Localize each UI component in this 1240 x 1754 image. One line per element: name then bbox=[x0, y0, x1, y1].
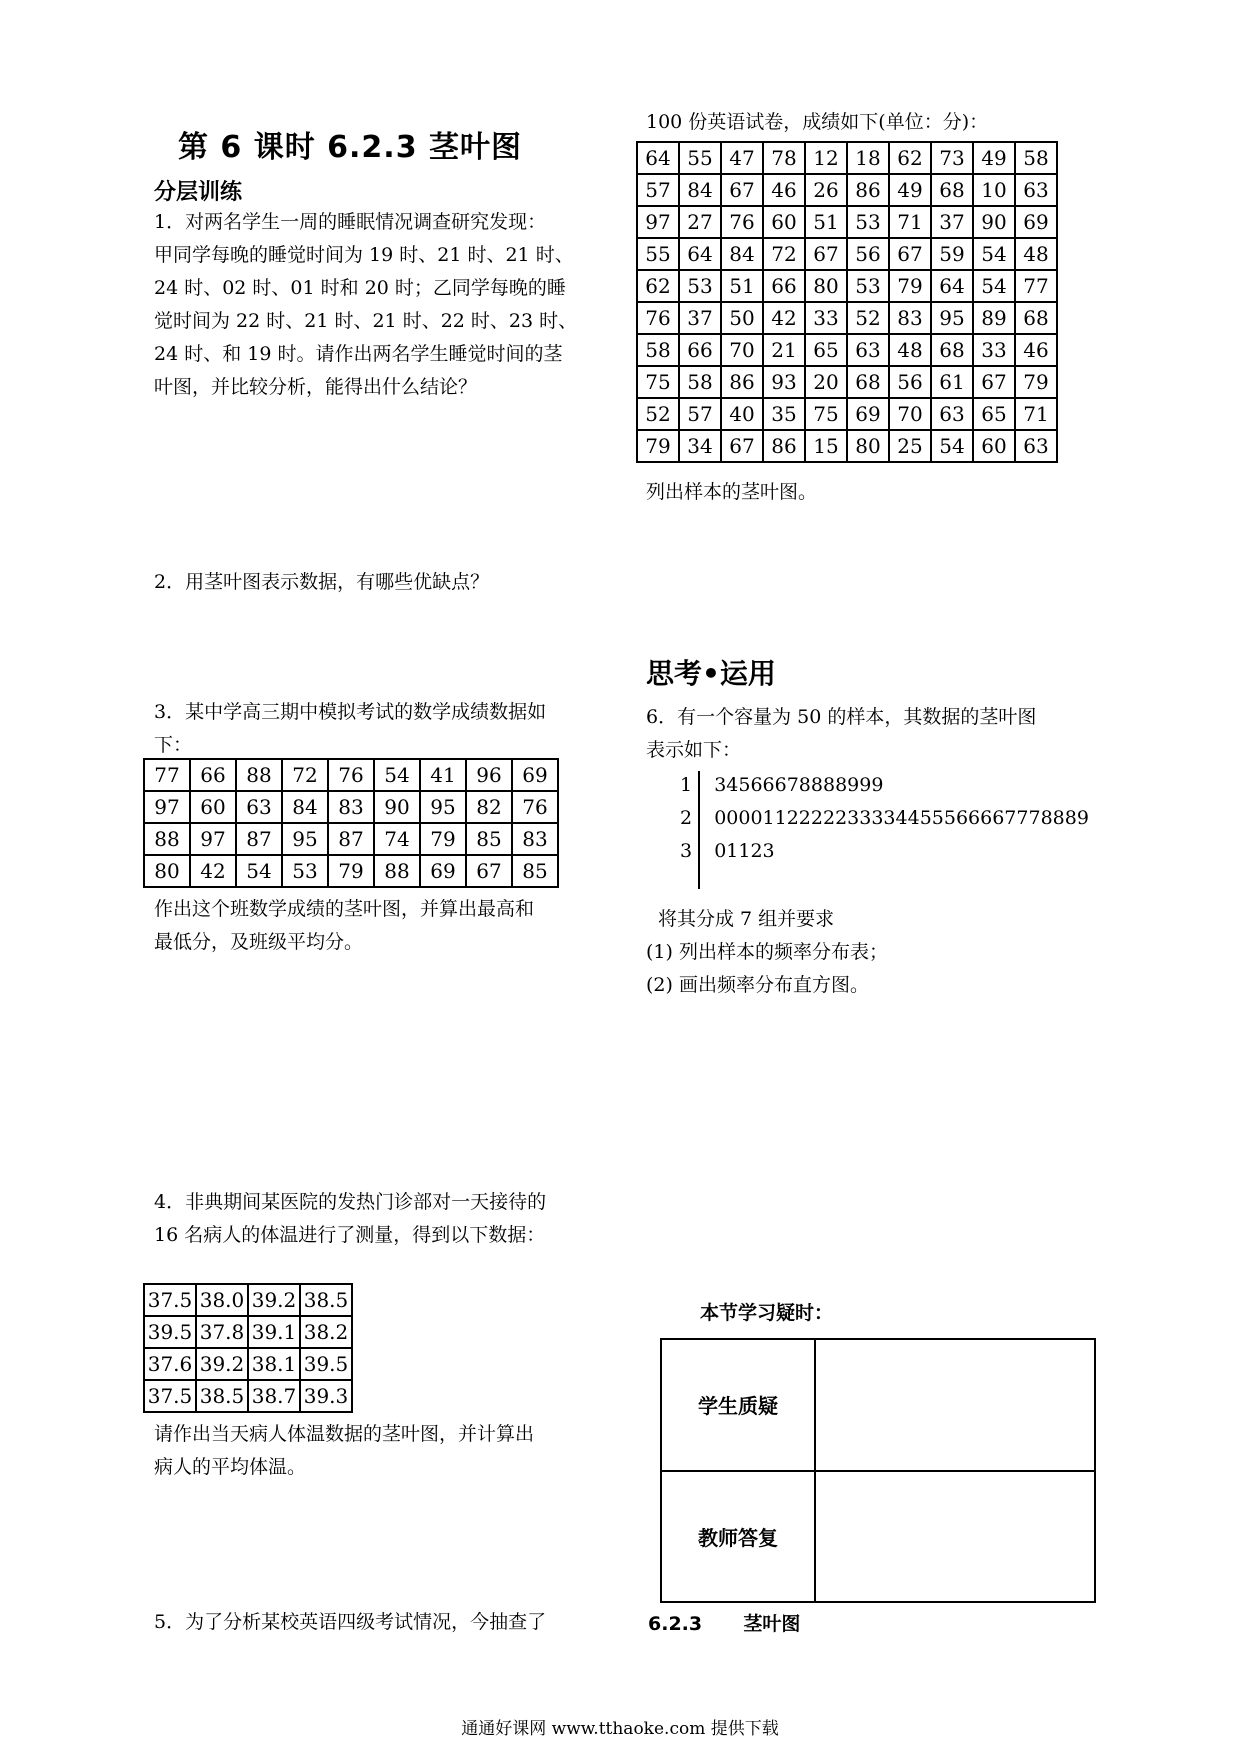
table-cell: 37.5 bbox=[144, 1284, 196, 1316]
table-cell: 72 bbox=[282, 759, 328, 791]
table-cell: 39.2 bbox=[248, 1284, 300, 1316]
table-cell: 25 bbox=[889, 430, 931, 462]
table-cell: 69 bbox=[1015, 206, 1057, 238]
table-cell: 88 bbox=[374, 855, 420, 887]
table-cell: 82 bbox=[466, 791, 512, 823]
table-cell: 54 bbox=[931, 430, 973, 462]
q6-line: 表示如下： bbox=[646, 739, 742, 761]
table-cell: 56 bbox=[847, 238, 889, 270]
table-cell: 69 bbox=[512, 759, 558, 791]
question-3 bbox=[154, 696, 624, 762]
table-cell: 75 bbox=[637, 366, 679, 398]
table-row bbox=[144, 791, 558, 823]
table-cell: 35 bbox=[763, 398, 805, 430]
table-cell: 42 bbox=[763, 302, 805, 334]
table-cell: 63 bbox=[847, 334, 889, 366]
table-cell: 58 bbox=[637, 334, 679, 366]
q5-instructions: 列出样本的茎叶图。 bbox=[646, 481, 818, 503]
table-cell: 87 bbox=[236, 823, 282, 855]
table-cell: 60 bbox=[973, 430, 1015, 462]
table-cell: 80 bbox=[847, 430, 889, 462]
table-cell: 37.6 bbox=[144, 1348, 196, 1380]
table-row bbox=[144, 823, 558, 855]
table-cell: 84 bbox=[679, 174, 721, 206]
table-cell: 21 bbox=[763, 334, 805, 366]
table-cell: 40 bbox=[721, 398, 763, 430]
table-cell: 65 bbox=[973, 398, 1015, 430]
table-cell: 95 bbox=[931, 302, 973, 334]
section-layered-heading: 分层训练 bbox=[154, 180, 243, 205]
table-cell: 10 bbox=[973, 174, 1015, 206]
table-cell: 79 bbox=[328, 855, 374, 887]
table-cell: 95 bbox=[420, 791, 466, 823]
table-row bbox=[637, 174, 1057, 206]
table-cell: 37 bbox=[679, 302, 721, 334]
table-row bbox=[637, 142, 1057, 174]
table-cell: 86 bbox=[721, 366, 763, 398]
q3-after-line: 最低分，及班级平均分。 bbox=[154, 931, 364, 953]
table-cell: 74 bbox=[374, 823, 420, 855]
q4-after-line: 病人的平均体温。 bbox=[154, 1456, 307, 1478]
table-cell: 83 bbox=[512, 823, 558, 855]
table-cell: 70 bbox=[721, 334, 763, 366]
stem-row bbox=[680, 840, 775, 862]
leaf-values: 0000112222233334455566667778889 bbox=[714, 807, 1089, 829]
q5-english-score-table bbox=[636, 141, 1058, 463]
table-cell: 67 bbox=[973, 366, 1015, 398]
q4-line: 4．非典期间某医院的发热门诊部对一天接待的 bbox=[154, 1191, 547, 1213]
section-code: 6.2.3 bbox=[648, 1613, 703, 1635]
table-row bbox=[637, 334, 1057, 366]
table-cell: 79 bbox=[1015, 366, 1057, 398]
table-cell: 66 bbox=[190, 759, 236, 791]
table-cell: 83 bbox=[889, 302, 931, 334]
table-cell: 53 bbox=[847, 206, 889, 238]
leaf-values: 34566678888999 bbox=[714, 774, 884, 796]
table-cell: 53 bbox=[679, 270, 721, 302]
student-question-label: 学生质疑 bbox=[661, 1339, 815, 1471]
table-cell: 20 bbox=[805, 366, 847, 398]
table-cell: 67 bbox=[721, 430, 763, 462]
table-cell: 38.0 bbox=[196, 1284, 248, 1316]
table-cell: 55 bbox=[637, 238, 679, 270]
table-row bbox=[637, 430, 1057, 462]
table-cell: 73 bbox=[931, 142, 973, 174]
table-cell: 88 bbox=[144, 823, 190, 855]
table-cell: 54 bbox=[973, 270, 1015, 302]
table-cell: 67 bbox=[466, 855, 512, 887]
table-cell: 85 bbox=[512, 855, 558, 887]
table-row bbox=[637, 206, 1057, 238]
q3-line: 下： bbox=[154, 734, 193, 756]
table-cell: 84 bbox=[282, 791, 328, 823]
table-cell: 64 bbox=[679, 238, 721, 270]
table-cell: 39.5 bbox=[300, 1348, 352, 1380]
question-5: 5．为了分析某校英语四级考试情况，今抽查了 bbox=[154, 1611, 547, 1633]
table-row bbox=[637, 238, 1057, 270]
table-cell: 97 bbox=[144, 791, 190, 823]
table-cell: 38.7 bbox=[248, 1380, 300, 1412]
table-cell: 86 bbox=[847, 174, 889, 206]
table-row bbox=[637, 366, 1057, 398]
table-row bbox=[637, 398, 1057, 430]
table-cell: 63 bbox=[1015, 430, 1057, 462]
table-cell: 61 bbox=[931, 366, 973, 398]
table-cell: 90 bbox=[374, 791, 420, 823]
table-cell: 34 bbox=[679, 430, 721, 462]
table-cell: 97 bbox=[637, 206, 679, 238]
table-cell: 85 bbox=[466, 823, 512, 855]
table-cell: 68 bbox=[847, 366, 889, 398]
table-cell: 59 bbox=[931, 238, 973, 270]
table-cell: 89 bbox=[973, 302, 1015, 334]
table-cell: 79 bbox=[889, 270, 931, 302]
section-name: 茎叶图 bbox=[743, 1613, 801, 1635]
table-cell: 84 bbox=[721, 238, 763, 270]
q1-line: 叶图，并比较分析，能得出什么结论？ bbox=[154, 376, 478, 398]
q1-line: 24 时、02 时、01 时和 20 时；乙同学每晚的睡 bbox=[154, 277, 566, 299]
table-cell: 68 bbox=[931, 334, 973, 366]
table-cell: 12 bbox=[805, 142, 847, 174]
table-cell: 57 bbox=[679, 398, 721, 430]
table-cell: 67 bbox=[805, 238, 847, 270]
table-cell: 83 bbox=[328, 791, 374, 823]
table-cell: 53 bbox=[282, 855, 328, 887]
table-cell: 37.5 bbox=[144, 1380, 196, 1412]
table-cell: 60 bbox=[190, 791, 236, 823]
table-cell: 58 bbox=[1015, 142, 1057, 174]
table-cell: 53 bbox=[847, 270, 889, 302]
table-cell: 75 bbox=[805, 398, 847, 430]
table-cell: 64 bbox=[931, 270, 973, 302]
q6-line: 6．有一个容量为 50 的样本，其数据的茎叶图 bbox=[646, 706, 1037, 728]
table-cell: 46 bbox=[1015, 334, 1057, 366]
table-cell: 77 bbox=[144, 759, 190, 791]
q6-after-line: 将其分成 7 组并要求 bbox=[658, 908, 835, 930]
table-row bbox=[637, 270, 1057, 302]
q1-line: 1．对两名学生一周的睡眠情况调查研究发现： bbox=[154, 211, 547, 233]
table-row bbox=[144, 1316, 352, 1348]
table-cell: 58 bbox=[679, 366, 721, 398]
table-cell: 68 bbox=[1015, 302, 1057, 334]
table-cell: 93 bbox=[763, 366, 805, 398]
table-cell: 51 bbox=[721, 270, 763, 302]
stem-row bbox=[680, 807, 1089, 829]
table-cell: 64 bbox=[637, 142, 679, 174]
stem-value: 2 bbox=[680, 807, 693, 829]
table-cell: 66 bbox=[763, 270, 805, 302]
table-row bbox=[144, 759, 558, 791]
section-footer-label bbox=[648, 1609, 800, 1636]
q1-line: 24 时、和 19 时。请作出两名学生睡觉时间的茎 bbox=[154, 343, 563, 365]
table-cell: 18 bbox=[847, 142, 889, 174]
table-cell: 52 bbox=[637, 398, 679, 430]
q3-instructions bbox=[154, 893, 534, 959]
table-cell: 67 bbox=[721, 174, 763, 206]
teacher-answer-area[interactable] bbox=[815, 1471, 1095, 1603]
table-cell: 66 bbox=[679, 334, 721, 366]
table-cell: 49 bbox=[973, 142, 1015, 174]
table-cell: 15 bbox=[805, 430, 847, 462]
table-cell: 62 bbox=[637, 270, 679, 302]
section-think-heading: 思考•运用 bbox=[646, 657, 776, 690]
table-cell: 33 bbox=[805, 302, 847, 334]
table-cell: 56 bbox=[889, 366, 931, 398]
table-cell: 69 bbox=[847, 398, 889, 430]
table-cell: 38.1 bbox=[248, 1348, 300, 1380]
question-1 bbox=[154, 206, 614, 404]
table-cell: 77 bbox=[1015, 270, 1057, 302]
table-cell: 71 bbox=[889, 206, 931, 238]
doubt-title: 本节学习疑时： bbox=[700, 1302, 834, 1324]
stem-row bbox=[680, 774, 883, 796]
table-cell: 63 bbox=[931, 398, 973, 430]
table-cell: 37.8 bbox=[196, 1316, 248, 1348]
table-cell: 51 bbox=[805, 206, 847, 238]
q6-after-line: (2) 画出频率分布直方图。 bbox=[646, 974, 869, 996]
q6-instructions bbox=[646, 903, 888, 1002]
q4-instructions bbox=[154, 1418, 534, 1484]
table-cell: 39.5 bbox=[144, 1316, 196, 1348]
table-cell: 78 bbox=[763, 142, 805, 174]
table-cell: 54 bbox=[973, 238, 1015, 270]
table-cell: 57 bbox=[637, 174, 679, 206]
table-row bbox=[144, 1284, 352, 1316]
table-cell: 26 bbox=[805, 174, 847, 206]
q3-line: 3．某中学高三期中模拟考试的数学成绩数据如 bbox=[154, 701, 547, 723]
table-cell: 38.2 bbox=[300, 1316, 352, 1348]
table-cell: 41 bbox=[420, 759, 466, 791]
table-cell: 80 bbox=[805, 270, 847, 302]
table-cell: 69 bbox=[420, 855, 466, 887]
table-cell: 80 bbox=[144, 855, 190, 887]
q4-line: 16 名病人的体温进行了测量，得到以下数据： bbox=[154, 1224, 546, 1246]
table-cell: 50 bbox=[721, 302, 763, 334]
table-cell: 62 bbox=[889, 142, 931, 174]
table-cell: 52 bbox=[847, 302, 889, 334]
table-cell: 48 bbox=[889, 334, 931, 366]
table-cell: 97 bbox=[190, 823, 236, 855]
footer-credit: 通通好课网 www.tthaoke.com 提供下载 bbox=[461, 1719, 779, 1739]
leaf-values: 01123 bbox=[714, 840, 775, 862]
table-cell: 55 bbox=[679, 142, 721, 174]
table-cell: 48 bbox=[1015, 238, 1057, 270]
table-cell: 88 bbox=[236, 759, 282, 791]
question-4 bbox=[154, 1186, 546, 1252]
table-cell: 33 bbox=[973, 334, 1015, 366]
table-cell: 87 bbox=[328, 823, 374, 855]
table-cell: 54 bbox=[236, 855, 282, 887]
table-cell: 46 bbox=[763, 174, 805, 206]
q1-line: 甲同学每晚的睡觉时间为 19 时、21 时、21 时、 bbox=[154, 244, 574, 266]
table-cell: 79 bbox=[637, 430, 679, 462]
table-cell: 39.2 bbox=[196, 1348, 248, 1380]
table-cell: 71 bbox=[1015, 398, 1057, 430]
table-cell: 76 bbox=[328, 759, 374, 791]
table-cell: 63 bbox=[1015, 174, 1057, 206]
table-cell: 86 bbox=[763, 430, 805, 462]
table-cell: 60 bbox=[763, 206, 805, 238]
table-cell: 76 bbox=[512, 791, 558, 823]
question-6 bbox=[646, 701, 1106, 767]
table-cell: 76 bbox=[721, 206, 763, 238]
table-cell: 95 bbox=[282, 823, 328, 855]
q3-after-line: 作出这个班数学成绩的茎叶图，并算出最高和 bbox=[154, 898, 535, 920]
table-row bbox=[144, 855, 558, 887]
table-cell: 38.5 bbox=[196, 1380, 248, 1412]
teacher-answer-label: 教师答复 bbox=[661, 1471, 815, 1603]
question-2: 2．用茎叶图表示数据，有哪些优缺点？ bbox=[154, 571, 490, 593]
student-question-area[interactable] bbox=[815, 1339, 1095, 1471]
page-title: 第 6 课时 6.2.3 茎叶图 bbox=[177, 130, 523, 165]
table-row bbox=[637, 302, 1057, 334]
doubt-table bbox=[660, 1338, 1096, 1603]
table-cell: 54 bbox=[374, 759, 420, 791]
table-cell: 70 bbox=[889, 398, 931, 430]
table-cell: 47 bbox=[721, 142, 763, 174]
table-cell: 49 bbox=[889, 174, 931, 206]
table-cell: 65 bbox=[805, 334, 847, 366]
table-row bbox=[144, 1348, 352, 1380]
table-cell: 96 bbox=[466, 759, 512, 791]
table-cell: 42 bbox=[190, 855, 236, 887]
table-cell: 38.5 bbox=[300, 1284, 352, 1316]
table-cell: 37 bbox=[931, 206, 973, 238]
stem-value: 1 bbox=[680, 774, 693, 796]
table-cell: 39.1 bbox=[248, 1316, 300, 1348]
table-cell: 39.3 bbox=[300, 1380, 352, 1412]
q6-after-line: (1) 列出样本的频率分布表； bbox=[646, 941, 888, 963]
table-cell: 90 bbox=[973, 206, 1015, 238]
q4-after-line: 请作出当天病人体温数据的茎叶图，并计算出 bbox=[154, 1423, 535, 1445]
table-cell: 63 bbox=[236, 791, 282, 823]
q3-score-table bbox=[143, 758, 559, 888]
question-5-continued: 100 份英语试卷，成绩如下(单位：分)： bbox=[646, 111, 989, 133]
table-cell: 76 bbox=[637, 302, 679, 334]
table-cell: 79 bbox=[420, 823, 466, 855]
table-cell: 67 bbox=[889, 238, 931, 270]
table-cell: 72 bbox=[763, 238, 805, 270]
stem-value: 3 bbox=[680, 840, 693, 862]
q4-temperature-table bbox=[143, 1283, 353, 1413]
q1-line: 觉时间为 22 时、21 时、21 时、22 时、23 时、 bbox=[154, 310, 578, 332]
table-cell: 68 bbox=[931, 174, 973, 206]
table-cell: 27 bbox=[679, 206, 721, 238]
table-row bbox=[144, 1380, 352, 1412]
